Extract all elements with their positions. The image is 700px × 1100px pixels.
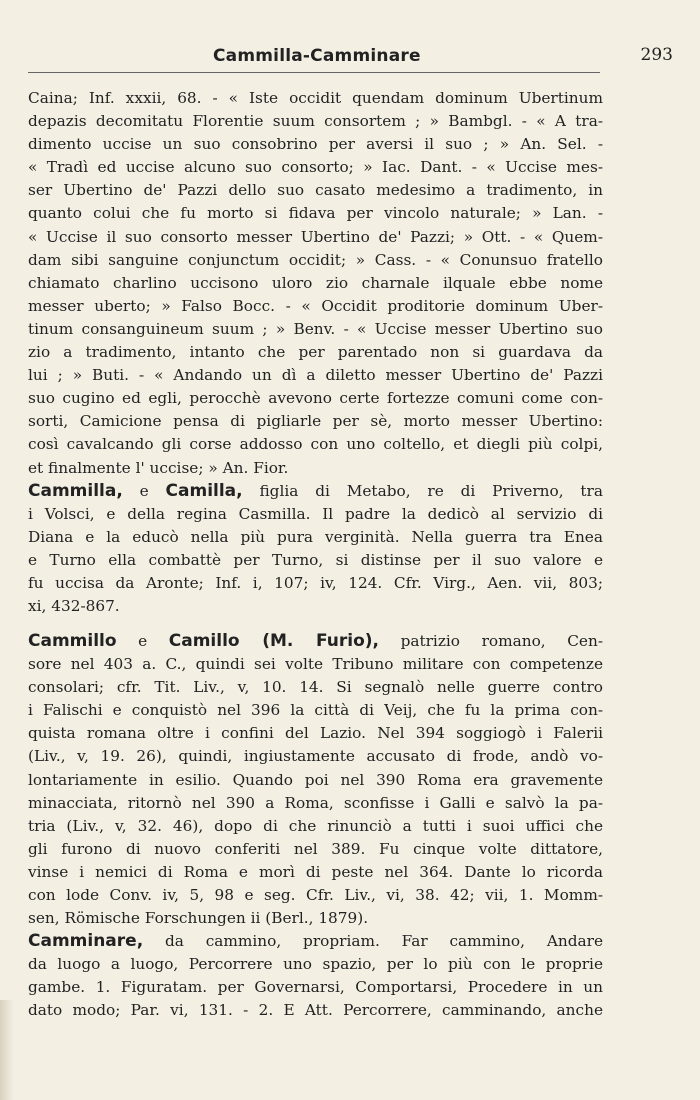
text-line: « Tradì ed uccise alcuno suo consorto; » Iac. Dant. - « Uccise mes- — [28, 158, 603, 177]
text-line: depazis decomitatu Florentie suum consortem ; » Bambgl. - « A tra- — [28, 112, 603, 131]
headword: Cammilla, — [28, 481, 123, 501]
text-line: chiamato charlino uccisono uloro zio charnale ilquale ebbe nome — [28, 273, 603, 292]
entry-cammillo — [28, 630, 603, 930]
page-number: 293 — [640, 45, 673, 65]
entry-camminare — [28, 930, 603, 1022]
entry-camicione-continuation — [28, 87, 603, 480]
text-line: tinum consanguineum suum ; » Benv. - « Uccise messer Ubertino suo — [28, 319, 603, 338]
headword-variant: Camillo (M. Furio), — [168, 631, 379, 651]
text-line: sen, Römische Forschungen ii (Berl., 1879). — [28, 909, 369, 928]
text-line: xi, 432-867. — [28, 597, 120, 616]
text-segment: figlia di Metabo, re di Priverno, tra — [259, 482, 603, 500]
text-line: dato modo; Par. vi, 131. - 2. E Att. Percorrere, camminando, anche — [28, 1001, 603, 1020]
text-line: « Uccise il suo consorto messer Ubertino de' Pazzi; » Ott. - « Quem- — [28, 227, 603, 246]
text-line: suo cugino ed egli, perocchè avevono certe fortezze comuni come con- — [28, 389, 603, 408]
page-title: Cammilla-Camminare — [213, 46, 421, 66]
text-line: dam sibi sanguine conjunctum occidit; » Cass. - « Conunsuo fratello — [28, 250, 603, 269]
text-line: dimento uccise un suo consobrino per aversi il suo ; » An. Sel. - — [28, 135, 603, 154]
text-line: lui ; » Buti. - « Andando un dì a diletto messer Ubertino de' Pazzi — [28, 366, 603, 385]
entry-first-line — [28, 930, 603, 953]
text-line: fu uccisa da Aronte; Inf. i, 107; iv, 124. Cfr. Virg., Aen. vii, 803; — [28, 574, 603, 593]
text-line: tria (Liv., v, 32. 46), dopo di che rinunciò a tutti i suoi uffici che — [28, 816, 603, 835]
headword-variant: Camilla, — [165, 481, 243, 501]
text-line: messer uberto; » Falso Bocc. - « Occidit proditorie dominum Uber- — [28, 296, 603, 315]
text-line: minacciata, ritornò nel 390 a Roma, sconfisse i Galli e salvò la pa- — [28, 793, 603, 812]
text-line: et finalmente l' uccise; » An. Fior. — [28, 458, 289, 477]
headword: Camminare, — [28, 931, 144, 951]
entry-cammilla — [28, 480, 603, 619]
text-line: quanto colui che fu morto si fidava per vincolo naturale; » Lan. - — [28, 204, 603, 223]
text-segment: da cammino, propriam. Far cammino, Andare — [164, 932, 603, 950]
running-header — [28, 38, 673, 73]
text-line: sore nel 403 a. C., quindi sei volte Tribuno militare con competenze — [28, 655, 603, 674]
page-edge-shadow — [0, 1000, 14, 1100]
text-line: consolari; cfr. Tit. Liv., v, 10. 14. Si segnalò nelle guerre contro — [28, 678, 603, 697]
text-line: così cavalcando gli corse addosso con uno coltello, et diegli più colpi, — [28, 435, 603, 454]
text-line: gli furono di nuovo conferiti nel 389. Fu cinque volte dittatore, — [28, 839, 603, 858]
text-line: con lode Conv. iv, 5, 98 e seg. Cfr. Liv., vi, 38. 42; vii, 1. Momm- — [28, 886, 603, 905]
entry-first-line: Cammillo e Camillo (M. Furio), patrizio romano, Cen- — [28, 631, 603, 651]
text-line: zio a tradimento, intanto che per parentado non si guardava da — [28, 343, 603, 362]
text-line: sorti, Camicione pensa di pigliarle per sè, morto messer Ubertino: — [28, 412, 603, 431]
text-line: (Liv., v, 19. 26), quindi, ingiustamente accusato di frode, andò vo- — [28, 747, 603, 766]
text-line: ser Ubertino de' Pazzi dello suo casato medesimo a tradimento, in — [28, 181, 603, 200]
text-line: i Volsci, e della regina Casmilla. Il padre la dedicò al servizio di — [28, 505, 603, 524]
text-line: Caina; Inf. xxxii, 68. - « Iste occidit quendam dominum Ubertinum — [28, 89, 603, 107]
text-line: quista romana oltre i confini del Lazio. Nel 394 soggiogò i Falerii — [28, 724, 603, 743]
text-line: vinse i nemici di Roma e morì di peste nel 364. Dante lo ricorda — [28, 862, 603, 881]
text-line: lontariamente in esilio. Quando poi nel 390 Roma era gravemente — [28, 770, 603, 789]
entry-first-line: Cammilla, e Camilla, figlia di Metabo, re di Priverno, tra — [28, 481, 603, 501]
headword: Cammillo — [28, 631, 117, 651]
text-line: gambe. 1. Figuratam. per Governarsi, Comportarsi, Procedere in un — [28, 978, 603, 997]
text-line: Diana e la educò nella più pura verginità. Nella guerra tra Enea — [28, 528, 603, 547]
text-line: da luogo a luogo, Percorrere uno spazio, per lo più con le proprie — [28, 955, 603, 974]
text-line: e Turno ella combattè per Turno, si distinse per il suo valore e — [28, 551, 603, 570]
text-line: i Falischi e conquistò nel 396 la città di Veij, che fu la prima con- — [28, 701, 603, 720]
text-segment: patrizio romano, Cen- — [400, 632, 603, 650]
